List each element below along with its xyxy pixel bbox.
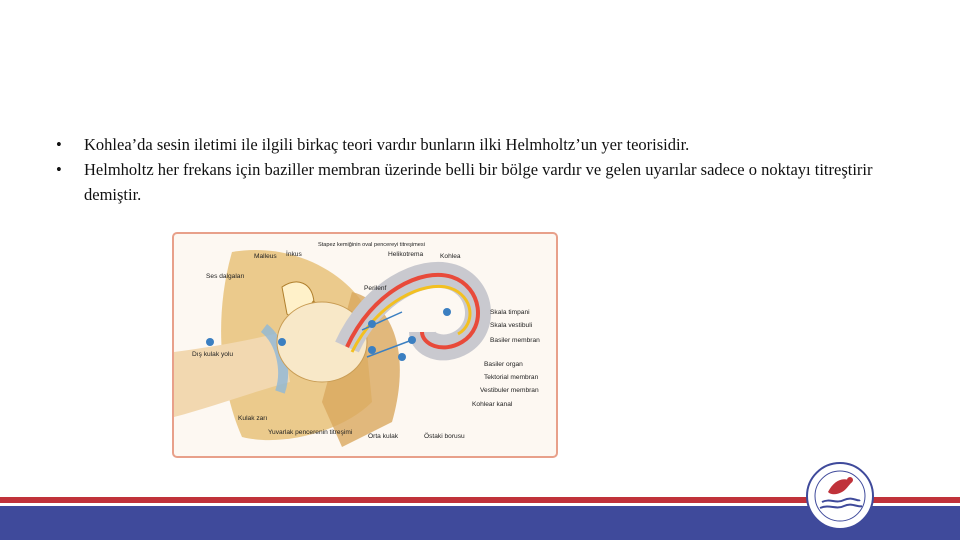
label-yuvarlak-pencere: Yuvarlak pencerenin titreşimi: [268, 429, 353, 436]
label-malleus: Malleus: [254, 253, 277, 260]
label-ses-dalgalari: Ses dalgaları: [206, 273, 245, 280]
label-ostaki-borusu: Östaki borusu: [424, 433, 465, 440]
label-skala-vestibuli: Skala vestibuli: [490, 322, 533, 329]
label-kohlea: Kohlea: [440, 253, 461, 260]
bullet-text: Kohlea’da sesin iletimi ile ilgili birkaç teori vardır bunların ilki Helmholtz’un yer teorisidir.: [84, 135, 690, 154]
university-logo-icon: [800, 462, 880, 532]
label-basiler-organ: Basiler organ: [484, 361, 523, 368]
bullet-marker: •: [56, 160, 62, 179]
label-inkus: İnkus: [286, 251, 302, 258]
label-orta-kulak: Orta kulak: [368, 433, 399, 440]
bullet-text: Helmholtz her frekans için baziller membran üzerinde belli bir bölge vardır ve gelen uyarılar sadece o noktayı titreştirir demiştir.: [84, 160, 873, 204]
label-dis-kulak-yolu: Dış kulak yolu: [192, 351, 234, 358]
label-stapez-text: Stapez kemiğinin oval pencereyi titreşimesi: [318, 242, 425, 248]
label-vestibuler-membran: Vestibuler membran: [480, 387, 539, 394]
label-perilenf: Perilenf: [364, 285, 387, 292]
bullet-item: [52, 132, 912, 157]
label-skala-timpani: Skala timpani: [490, 309, 530, 316]
label-helikotrema: Helikotrema: [388, 251, 424, 258]
cochlea-diagram: [172, 232, 558, 458]
label-tektorial-membran: Tektorial membran: [484, 374, 539, 381]
label-kulak-zari: Kulak zarı: [238, 415, 268, 422]
bullet-item: [52, 157, 912, 207]
label-basiler-membran: Basiler membran: [490, 337, 540, 344]
bullet-list: [52, 132, 912, 207]
bullet-marker: •: [56, 135, 62, 154]
label-kohlear-kanal: Kohlear kanal: [472, 401, 513, 408]
label-stapez: [318, 242, 425, 248]
